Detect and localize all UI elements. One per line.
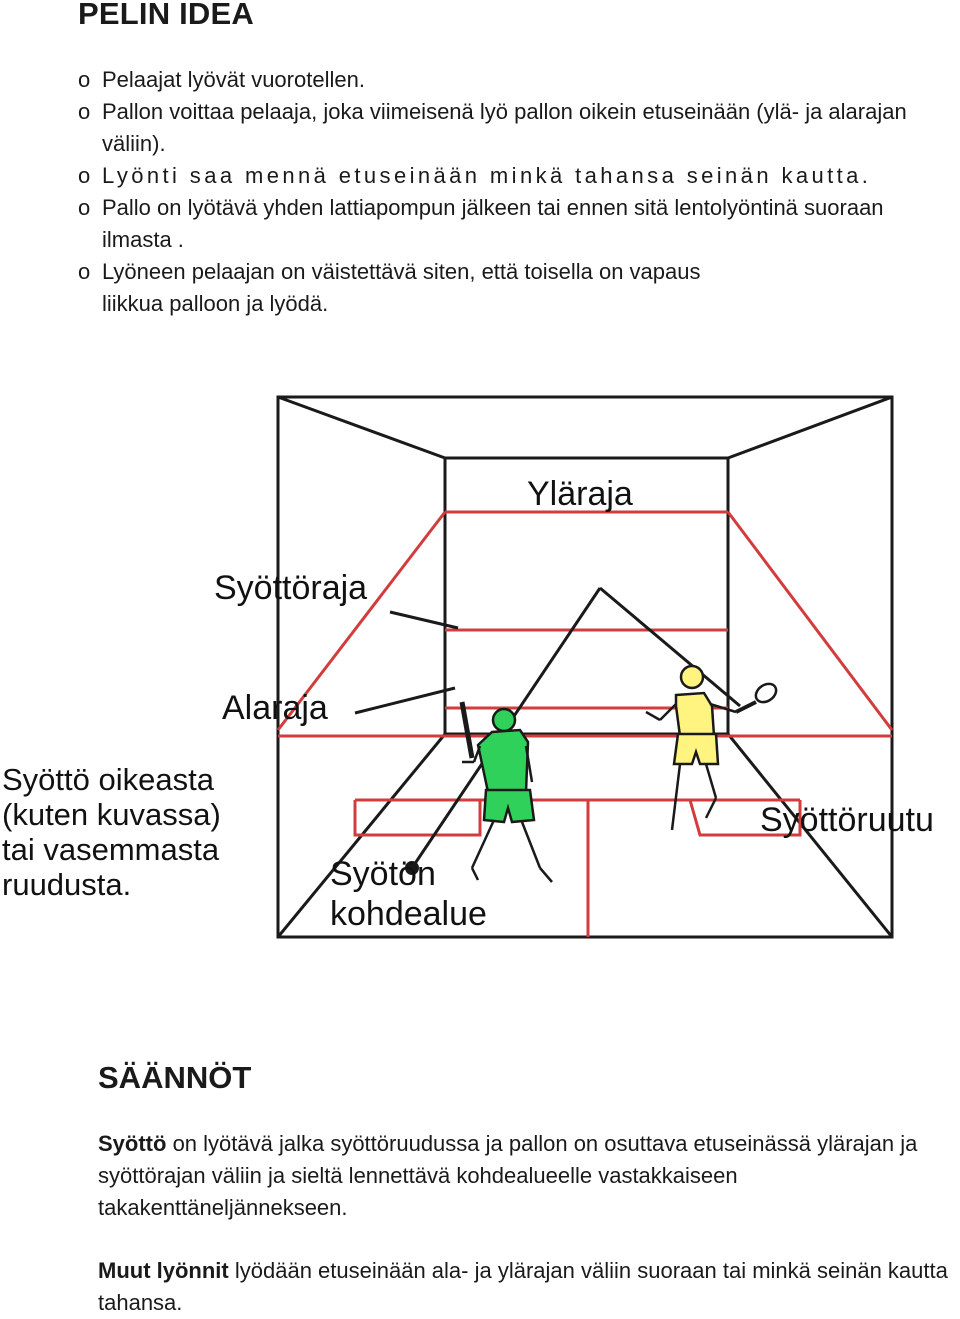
service-side-note bbox=[2, 762, 221, 902]
label-syottoruutu: Syöttöruutu bbox=[760, 802, 934, 838]
game-idea-list bbox=[78, 64, 958, 320]
page-title: PELIN IDEA bbox=[78, 0, 254, 31]
list-item-text: Pallon voittaa pelaaja, joka viimeisenä lyö pallon oikein etuseinään (ylä- ja alarajan väliin). bbox=[102, 99, 907, 156]
side-note-line: Syöttö oikeasta bbox=[2, 762, 214, 797]
label-ylaraja: Yläraja bbox=[527, 475, 633, 513]
bullet-marker: o bbox=[78, 195, 91, 220]
list-item bbox=[78, 192, 958, 256]
wall-edge bbox=[278, 397, 445, 458]
court-diagram bbox=[0, 390, 960, 950]
rules-term-other-shots: Muut lyönnit bbox=[98, 1258, 229, 1283]
service-line-pointer bbox=[390, 612, 458, 628]
list-item bbox=[78, 256, 742, 320]
bullet-marker: o bbox=[78, 67, 91, 92]
list-item bbox=[78, 64, 958, 96]
label-syoton-kohdealue-line2: kohdealue bbox=[330, 895, 487, 933]
side-note-line: ruudusta. bbox=[2, 867, 132, 902]
label-syoton-kohdealue-line1: Syötön bbox=[330, 855, 436, 893]
wall-edge bbox=[728, 397, 892, 458]
rules-heading: SÄÄNNÖT bbox=[98, 1060, 252, 1095]
list-item-text: Pallo on lyötävä yhden lattiapompun jälkeen tai ennen sitä lentolyöntinä suoraan ilmasta . bbox=[102, 195, 884, 252]
list-item bbox=[78, 96, 958, 160]
bullet-marker: o bbox=[78, 163, 94, 188]
list-item bbox=[78, 160, 958, 192]
list-item-text: Pelaajat lyövät vuorotellen. bbox=[102, 67, 365, 92]
side-note-line: tai vasemmasta bbox=[2, 832, 220, 867]
rules-text-serve: on lyötävä jalka syöttöruudussa ja pallon on osuttava etuseinässä ylärajan ja syöttörajan väliin ja sieltä lennettävä kohdealueelle vastakkaiseen takakenttäneljännekseen. bbox=[98, 1131, 918, 1220]
green-player-icon bbox=[462, 702, 552, 882]
bullet-marker: o bbox=[78, 99, 91, 124]
bullet-marker: o bbox=[78, 259, 91, 284]
label-syottoraja: Syöttöraja bbox=[214, 569, 368, 607]
list-item-text: Lyöneen pelaajan on väistettävä siten, että toisella on vapaus liikkua palloon ja lyödä. bbox=[102, 259, 701, 316]
side-note-line: (kuten kuvassa) bbox=[2, 797, 221, 832]
board-line-pointer bbox=[355, 688, 455, 713]
top-line-right bbox=[728, 512, 892, 730]
label-alaraja: Alaraja bbox=[222, 689, 328, 727]
rules-paragraph-serve bbox=[98, 1128, 958, 1224]
trajectory-segment bbox=[600, 588, 740, 706]
left-service-box bbox=[355, 800, 480, 835]
rules-term-serve: Syöttö bbox=[98, 1131, 167, 1156]
rules-text-other-shots: lyödään etuseinään ala- ja ylärajan väliin suoraan tai minkä seinän kautta tahansa. bbox=[98, 1258, 948, 1315]
rules-paragraph-other-shots bbox=[98, 1255, 958, 1319]
list-item-text: Lyönti saa mennä etuseinään minkä tahansa seinän kautta. bbox=[102, 163, 872, 188]
label-pointers bbox=[355, 612, 458, 713]
